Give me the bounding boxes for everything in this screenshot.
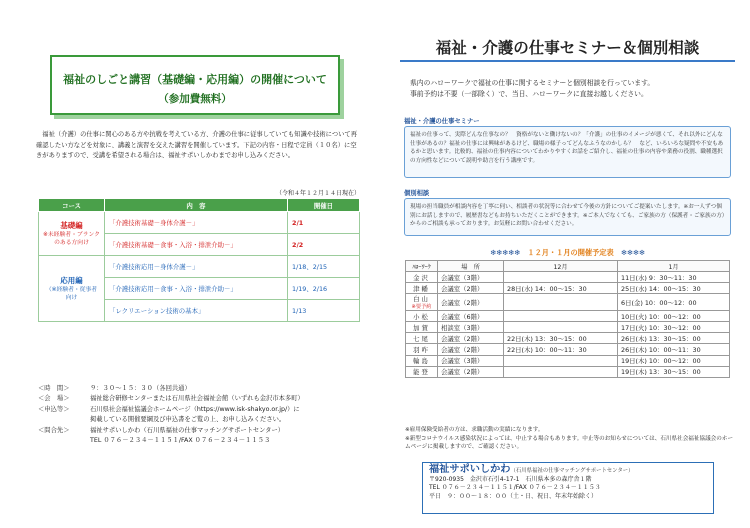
hellowork-cell: 白山 ※要予約 bbox=[406, 294, 438, 311]
january-cell: 17日(火) 10：30～12：00 bbox=[618, 322, 730, 333]
left-subtitle: （参加費無料） bbox=[158, 93, 232, 105]
header-hellowork: ﾊﾛｰﾜｰｸ bbox=[406, 261, 438, 272]
header-january: 1月 bbox=[618, 261, 730, 272]
table-row bbox=[39, 256, 360, 278]
january-cell: 26日(木) 13：30～15：00 bbox=[618, 333, 730, 344]
right-page bbox=[400, 30, 740, 520]
hellowork-cell: 津幡 bbox=[406, 283, 438, 294]
january-cell: 26日(木) 10：00～11：30 bbox=[618, 344, 730, 355]
december-cell bbox=[504, 311, 618, 322]
schedule-table bbox=[405, 260, 730, 378]
table-row bbox=[406, 311, 730, 322]
schedule-title: ❄❄❄❄❄ １２月・１月の開催予定表 ❄❄❄❄ bbox=[490, 248, 645, 257]
right-title: 福祉・介護の仕事セミナー＆個別相談 bbox=[400, 30, 735, 62]
basic-course-note: ※未経験者・ブランクのある方向け bbox=[43, 232, 100, 246]
consult-label: 個別相談 bbox=[404, 190, 430, 197]
right-notes: ※雇用保険受給者の方は、求職活動の実績になります。 ※新型コロナウイルス感染状況によっては、中止する場合もあります。中止等のお知らせについては、石川県社会福祉協議会のホームページに掲載しますので、ご確認ください。 bbox=[405, 427, 734, 450]
snowflake-icon: ❄❄❄❄ bbox=[613, 248, 645, 257]
december-cell bbox=[504, 366, 618, 377]
hellowork-cell: 輪島 bbox=[406, 355, 438, 366]
course-date: 2/1 bbox=[288, 212, 360, 234]
december-cell bbox=[504, 322, 618, 333]
info-row: ＜時 間＞ ９：３０～１５：３０（各回共通） bbox=[38, 385, 191, 392]
basic-course-cell bbox=[39, 212, 105, 256]
january-cell: 10日(火) 10：00～12：00 bbox=[618, 311, 730, 322]
header-course: コース bbox=[39, 199, 105, 212]
venue-cell: 会議室（2階） bbox=[438, 283, 504, 294]
org-hours: 平日 ９：００～１８：００（土・日、祝日、年末年始除く） bbox=[429, 492, 598, 500]
org-address: 〒920-0935 金沢市石引4-17-1 石川県本多の森庁舎１階 bbox=[429, 475, 592, 483]
info-block bbox=[38, 384, 368, 446]
table-row bbox=[406, 294, 730, 311]
venue-cell: 会議室（6階） bbox=[438, 311, 504, 322]
december-cell bbox=[504, 294, 618, 311]
course-content: 「介護技術応用－食事・入浴・排泄介助－」 bbox=[105, 278, 288, 300]
course-date: 2/2 bbox=[288, 234, 360, 256]
venue-cell: 会議室（3階） bbox=[438, 355, 504, 366]
course-date: 1/19、2/16 bbox=[288, 278, 360, 300]
basic-course-name: 基礎編 bbox=[60, 221, 83, 230]
course-content: 「介護技術基礎－食事・入浴・排泄介助－」 bbox=[105, 234, 288, 256]
right-intro: 県内のハローワークで福祉の仕事に関するセミナーと個別相談を行っています。 事前予約は不要（一部除く）で、当日、ハローワークに直接お越しください。 bbox=[410, 79, 655, 98]
as-of-date: （令和４年１２月１４日現在） bbox=[275, 190, 360, 197]
info-row: ＜会 場＞ 福祉総合研修センターまたは石川県社会福祉会館（いずれも金沢市本多町） bbox=[38, 395, 304, 403]
left-intro-text: 福祉（介護）の仕事に関心のある方や抗戦を考えている方、介護の仕事に従事していても知識や技術について再確認したい方などを対象に、講義と演習を交えた講習を開催しています。下記の内容・日程で定員（１０名）に空きがありますので、受講を希望される場合は、福祉サポいしかわまでお申し込みください。 bbox=[36, 131, 358, 159]
advanced-course-name: 応用編 bbox=[60, 276, 83, 285]
venue-cell: 会議室（2階） bbox=[438, 333, 504, 344]
course-content: 「介護技術基礎－身体介護－」 bbox=[105, 212, 288, 234]
left-title-box bbox=[50, 55, 340, 115]
table-row bbox=[406, 322, 730, 333]
december-cell bbox=[504, 355, 618, 366]
course-content: 「介護技術応用－身体介護－」 bbox=[105, 256, 288, 278]
venue-cell: 会議室（2階） bbox=[438, 294, 504, 311]
table-row bbox=[406, 272, 730, 283]
header-venue: 場 所 bbox=[438, 261, 504, 272]
december-cell bbox=[504, 272, 618, 283]
table-row bbox=[406, 366, 730, 377]
contact-box bbox=[422, 462, 714, 514]
header-content: 内 容 bbox=[105, 199, 288, 212]
table-row bbox=[406, 355, 730, 366]
info-row: TEL ０７６－２３４－１１５１/FAX ０７６－２３４－１１５３ bbox=[90, 437, 271, 445]
left-title: 福祉のしごと講習（基礎編・応用編）の開催について bbox=[63, 73, 327, 86]
january-cell: 19日(木) 10：00～12：00 bbox=[618, 355, 730, 366]
january-cell: 19日(木) 13：30～15：00 bbox=[618, 366, 730, 377]
org-subname: （石川県福祉の仕事マッチングサポートセンター） bbox=[510, 468, 634, 474]
hellowork-cell: 能登 bbox=[406, 366, 438, 377]
consult-box: 現場の担当職員が相談内容を丁寧に伺い、相談者の状況等に合わせて今後の方針についてご提案いたします。※お一人ずつ個別にお話しますので、履歴書などもお持ちいただくことができます。※ご本人でなくても、ご家族の方（保護者・ご家族の方）からのご相談も承っております。お気軽にお問い合わせください。 bbox=[404, 198, 731, 236]
venue-cell: 会議室（2階） bbox=[438, 344, 504, 355]
december-cell: 22日(木) 10：00～11：30 bbox=[504, 344, 618, 355]
left-page bbox=[20, 30, 375, 520]
hellowork-cell: 金沢 bbox=[406, 272, 438, 283]
hellowork-cell: 加賀 bbox=[406, 322, 438, 333]
hellowork-cell: 羽咋 bbox=[406, 344, 438, 355]
reservation-note: ※要予約 bbox=[411, 304, 432, 311]
table-row bbox=[406, 283, 730, 294]
december-cell: 28日(水) 14：00～15：30 bbox=[504, 283, 618, 294]
info-row: 掲載している開催要綱及び申込書をご覧の上、お申し込みください。 bbox=[90, 416, 286, 424]
hellowork-cell: 小松 bbox=[406, 311, 438, 322]
header-date: 開催日 bbox=[288, 199, 360, 212]
header-december: 12月 bbox=[504, 261, 618, 272]
info-row: ＜問合先＞ 福祉サポいしかわ（石川県福祉の仕事マッチングサポートセンター） bbox=[38, 426, 285, 434]
seminar-label: 福祉・介護の仕事セミナー bbox=[404, 118, 480, 125]
course-date: 1/18、2/15 bbox=[288, 256, 360, 278]
advanced-course-cell bbox=[39, 256, 105, 322]
venue-cell: 相談室（3階） bbox=[438, 322, 504, 333]
advanced-course-note: （※経験者・従事者向け bbox=[45, 287, 98, 301]
venue-cell: 会議室（3階） bbox=[438, 272, 504, 283]
venue-cell: 会議室（2階） bbox=[438, 366, 504, 377]
seminar-box: 福祉の仕事って、実際どんな仕事なの？ 資格がないと働けないの？「介護」の仕事のイメージが悪くて、それ以外にどんな仕事があるの？福祉の仕事には興味があるけど、職場の様子ってどんなふうなのかしら？ など、いろいろな疑問や不安もあるかと思います。比較的、福祉の仕事内容についてわかりやすくお話をご紹介し、福祉の仕事の内容や業務の役割、職種選択の方向性などについて説明や助言を行う講座です。 bbox=[404, 126, 731, 178]
snowflake-icon: ❄❄❄❄❄ bbox=[490, 248, 528, 257]
hellowork-cell: 七尾 bbox=[406, 333, 438, 344]
table-row bbox=[406, 344, 730, 355]
org-phone: TEL ０７６－２３４－１１５１/FAX ０７６－２３４－１１５３ bbox=[429, 484, 601, 492]
january-cell: 11日(水) 9：30～11：30 bbox=[618, 272, 730, 283]
course-table bbox=[38, 198, 360, 322]
course-date: 1/13 bbox=[288, 300, 360, 322]
december-cell: 22日(木) 13：30～15：00 bbox=[504, 333, 618, 344]
january-cell: 6日(金) 10：00～12：00 bbox=[618, 294, 730, 311]
info-row: ＜申込等＞ 石川県社会福祉協議会ホームページ（https://www.isk-shakyo.or.jp/）に bbox=[38, 405, 300, 413]
table-row bbox=[406, 333, 730, 344]
table-row bbox=[39, 212, 360, 234]
course-content: 「レクリエーション技術の基本」 bbox=[105, 300, 288, 322]
org-name: 福祉サポいしかわ bbox=[429, 464, 511, 475]
january-cell: 25日(水) 14：00～15：30 bbox=[618, 283, 730, 294]
